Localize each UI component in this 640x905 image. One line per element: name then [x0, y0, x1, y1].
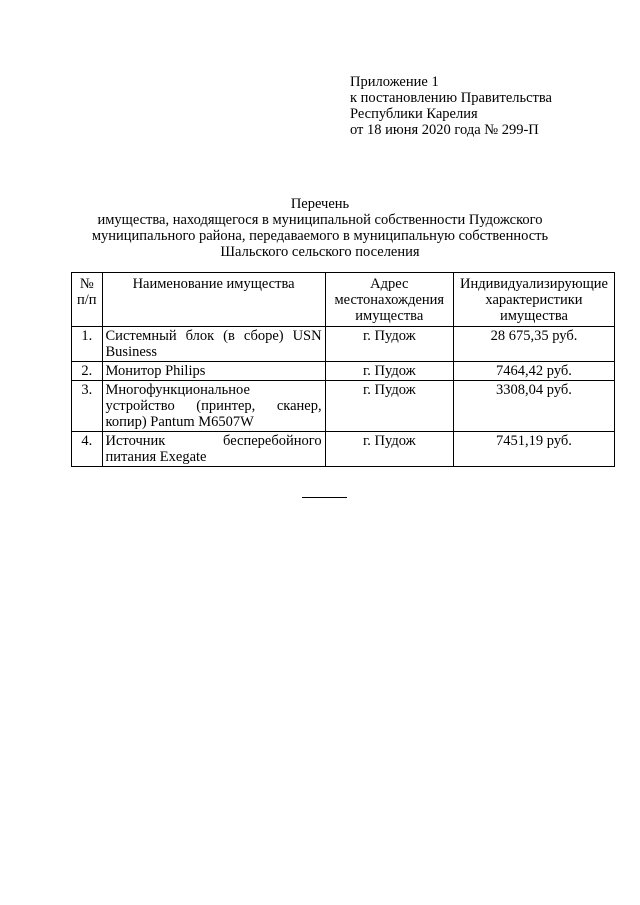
row-address: г. Пудож: [325, 327, 453, 362]
header-characteristics-line: Индивидуализирующие: [460, 276, 608, 292]
row-name: Источник бесперебойного питания Exegate: [102, 432, 325, 467]
appendix-line: к постановлению Правительства: [350, 90, 552, 106]
appendix-line: Республики Карелия: [350, 106, 478, 122]
row-address: г. Пудож: [325, 362, 453, 381]
title-line: Шальского сельского поселения: [220, 244, 420, 260]
table-row: [72, 432, 615, 467]
table-row: [72, 327, 615, 362]
row-name: Монитор Philips: [102, 362, 325, 381]
row-address: г. Пудож: [325, 432, 453, 467]
row-number: 2.: [72, 362, 103, 381]
document-title: [60, 196, 580, 260]
row-number: 1.: [72, 327, 103, 362]
title-line: имущества, находящегося в муниципальной собственности Пудожского: [97, 212, 543, 228]
header-address: [325, 273, 453, 327]
title-heading: Перечень: [290, 196, 350, 212]
row-characteristics: 28 675,35 руб.: [453, 327, 614, 362]
row-address: г. Пудож: [325, 381, 453, 432]
row-characteristics: 7464,42 руб.: [453, 362, 614, 381]
appendix-line: от 18 июня 2020 года № 299-П: [350, 122, 539, 138]
header-address-line: имущества: [355, 308, 424, 324]
appendix-line: Приложение 1: [350, 74, 439, 90]
header-name: Наименование имущества: [102, 273, 325, 327]
header-num-line: п/п: [76, 292, 97, 308]
table-row: [72, 381, 615, 432]
header-address-line: Адрес: [370, 276, 409, 292]
header-characteristics-line: характеристики: [485, 292, 583, 308]
table-header-row: [72, 273, 615, 327]
end-divider: [302, 497, 347, 498]
header-num: [72, 273, 103, 327]
table-row: [72, 362, 615, 381]
row-name: Системный блок (в сборе) USN Business: [102, 327, 325, 362]
title-line: муниципального района, передаваемого в муниципальную собственность: [91, 228, 549, 244]
row-name: Многофункциональное устройство (принтер, сканер, копир) Pantum M6507W: [102, 381, 325, 432]
header-characteristics: [453, 273, 614, 327]
property-table: [71, 272, 615, 467]
header-address-line: местонахождения: [334, 292, 445, 308]
row-characteristics: 7451,19 руб.: [453, 432, 614, 467]
header-characteristics-line: имущества: [499, 308, 568, 324]
row-characteristics: 3308,04 руб.: [453, 381, 614, 432]
appendix-header: [350, 74, 610, 138]
header-num-line: №: [79, 276, 94, 292]
row-number: 4.: [72, 432, 103, 467]
row-number: 3.: [72, 381, 103, 432]
